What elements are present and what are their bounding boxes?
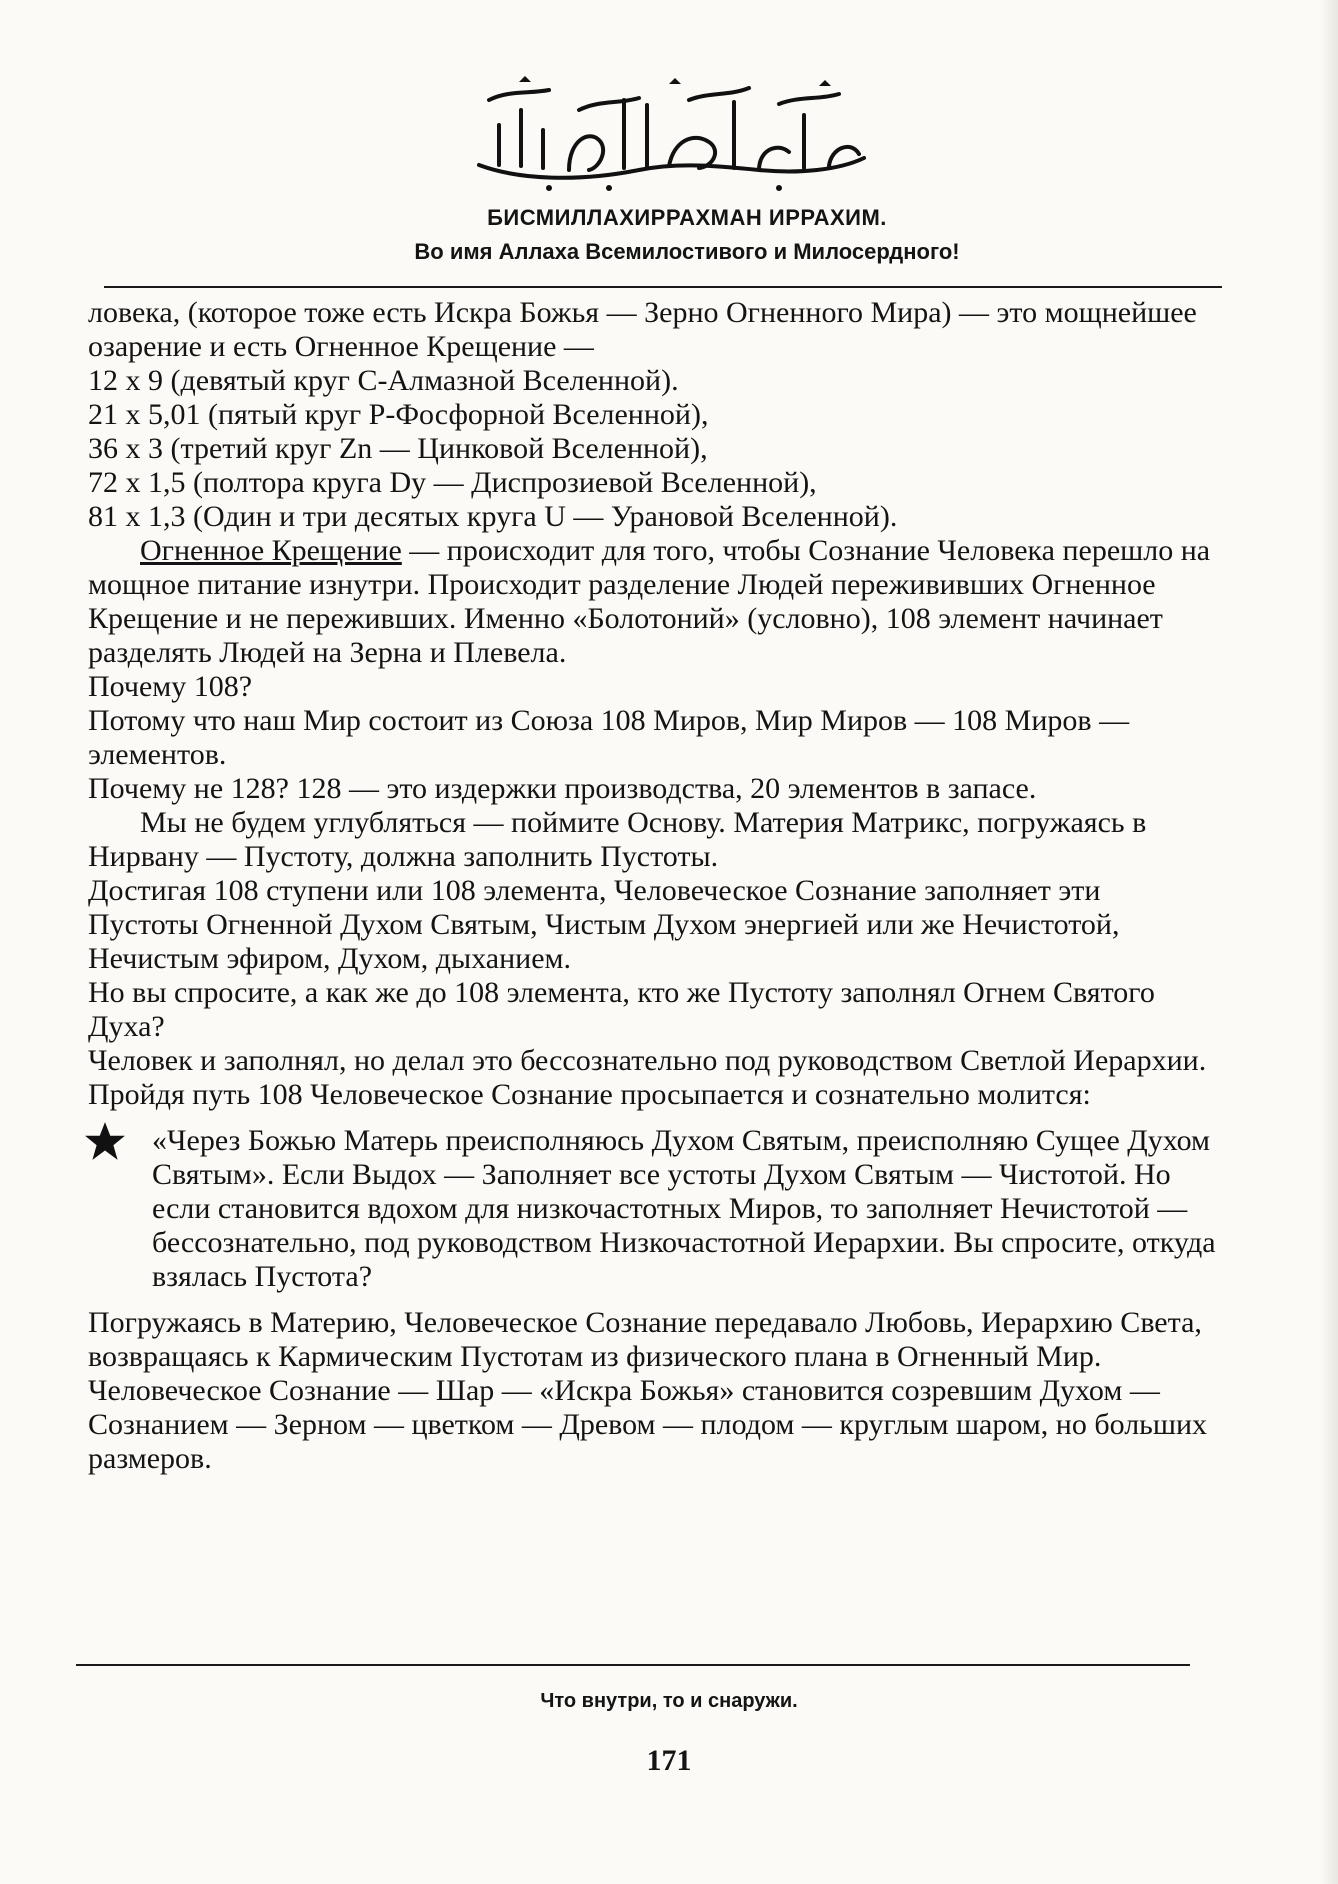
page-header xyxy=(0,70,1338,265)
text-line: 72 х 1,5 (полтора круга Dy — Диспрозиевой Вселенной), xyxy=(88,466,817,499)
paragraph: Пройдя путь 108 Человеческое Сознание просыпается и сознательно молится: xyxy=(88,1078,1091,1111)
paragraph: Погружаясь в Материю, Человеческое Сознание передавало Любовь, Иерархию Света, возвращаясь к Кармическим Пустотам из физического плана в Огненный Мир. Человеческое Сознание — Шар — «Искра Божья» становится созревшим Духом —Сознанием — Зерном — цветком — Древом — плодом — круглым шаром, но больших размеров. xyxy=(88,1306,1208,1475)
text-line: 21 х 5,01 (пятый круг Р-Фосфорной Вселенной), xyxy=(88,398,709,431)
text-line: 12 х 9 (девятый круг С-Алмазной Вселенной). xyxy=(88,364,679,397)
header-divider xyxy=(104,286,1222,288)
scan-edge-shadow xyxy=(1320,0,1338,1884)
header-title: БИСМИЛЛАХИРРАХМАН ИРРАХИМ. xyxy=(487,205,887,230)
paragraph: Потому что наш Мир состоит из Союза 108 Миров, Мир Миров — 108 Миров —элементов. xyxy=(88,704,1130,771)
text-line: 36 х 3 (третий круг Zn — Цинковой Вселенной), xyxy=(88,432,708,465)
paragraph-text: — происходит для того, чтобы Сознание Человека перешло на мощное питание изнутри. Происходит разделение Людей пережививших Огненное Крещение и не переживших. Именно «Болотоний» (условно), 108 элемент начинает разделять Людей на Зерна и Плевела. xyxy=(88,534,1211,669)
quote-text: «Через Божью Матерь преисполняюсь Духом Святым, преисполняю Сущее Духом Святым». Если Выдох — Заполняет все устоты Духом Святым — Чистотой. Но если становится вдохом для низкочастотных Миров, то заполняет Нечистотой — бессознательно, под руководством Низкочастотной Иерархии. Вы спросите, откуда взялась Пустота? xyxy=(152,1124,1216,1293)
footer-note: Что внутри, то и снаружи. xyxy=(540,1690,798,1712)
prayer-quote xyxy=(88,1124,1218,1294)
paragraph: Человек и заполнял, но делал это бессознательно под руководством Светлой Иерархии. xyxy=(88,1044,1207,1077)
header-subtitle: Во имя Аллаха Всемилостивого и Милосердного! xyxy=(414,239,960,264)
paragraph: Достигая 108 ступени или 108 элемента, Человеческое Сознание заполняет эти Пустоты Огненной Духом Святым, Чистым Духом энергией или же Нечистотой, Нечистым эфиром, Духом, дыханием. xyxy=(88,874,1120,975)
paragraph: Мы не будем углубляться — поймите Основу. Материя Матрикс, погружаясь в Нирвану — Пустоту, должна заполнить Пустоты. xyxy=(88,806,1147,873)
footer-divider xyxy=(76,1664,1190,1666)
page-body xyxy=(88,296,1218,1476)
paragraph xyxy=(88,534,1218,670)
paragraph: Но вы спросите, а как же до 108 элемента, кто же Пустоту заполнял Огнем Святого Духа? xyxy=(88,976,1155,1043)
text-line: 81 х 1,3 (Один и три десятых круга U — Урановой Вселенной). xyxy=(88,500,898,533)
text-line: ловека, (которое тоже есть Искра Божья — Зерно Огненного Мира) — это мощнейшее озарение и есть Огненное Крещение — xyxy=(88,296,1197,363)
underlined-term: Огненное Крещение xyxy=(140,534,402,567)
star-icon xyxy=(84,1120,126,1162)
bismillah-calligraphy-icon xyxy=(459,70,879,195)
paragraph: Почему 108? xyxy=(88,670,253,703)
page-number: 171 xyxy=(646,1744,692,1777)
paragraph: Почему не 128? 128 — это издержки производства, 20 элементов в запасе. xyxy=(88,772,1037,805)
